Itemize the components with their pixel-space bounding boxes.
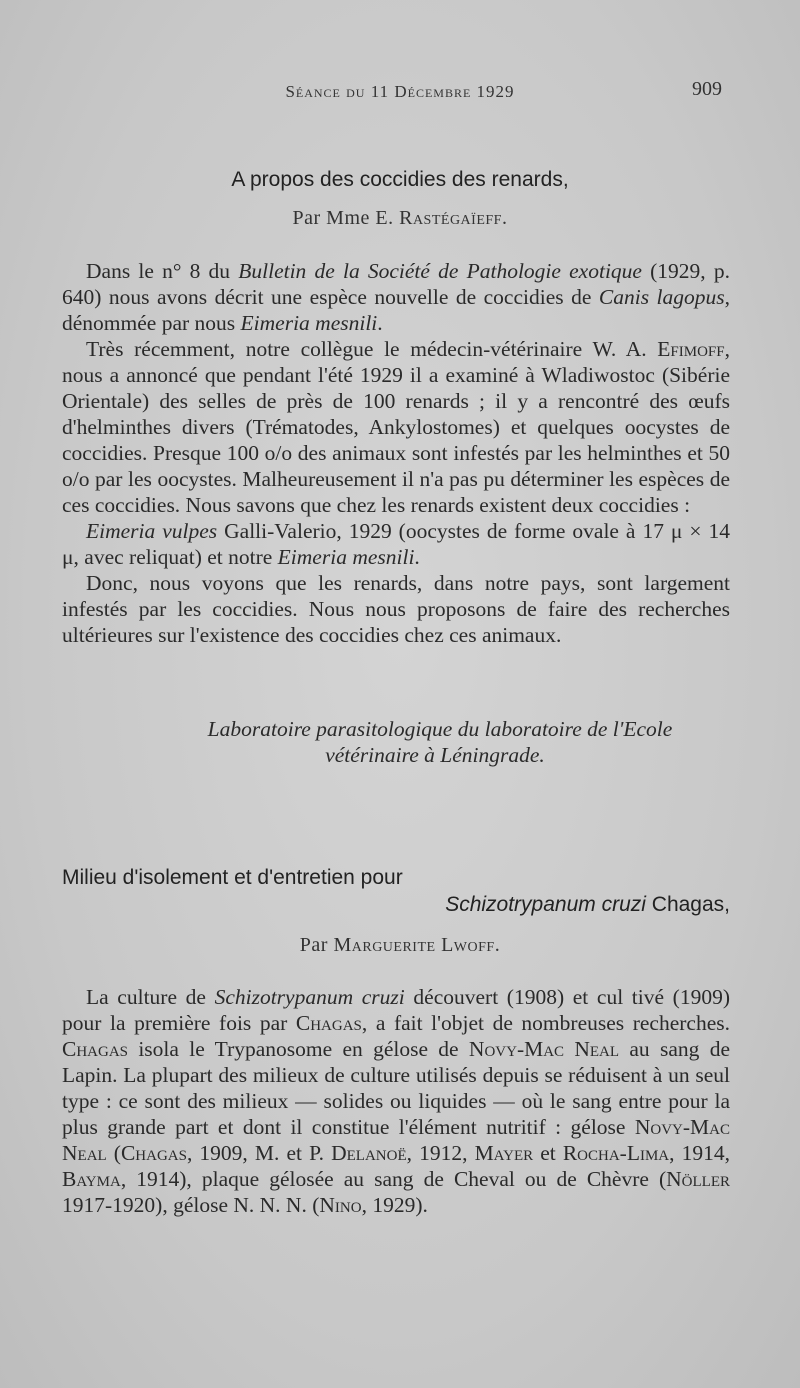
article1-byline bbox=[0, 207, 800, 230]
species-name: Eimeria mesnili bbox=[240, 311, 378, 335]
text-run: , 1909, M. et P. bbox=[186, 1141, 332, 1165]
text-run: Galli-Valerio, 1929 (oocystes de forme ovale à 17 μ × 14 μ, avec reliquat) et notre bbox=[62, 519, 730, 569]
author-name: Chagas bbox=[120, 1141, 187, 1165]
article1-byline-prefix: Par Mme E. bbox=[292, 207, 400, 229]
author-name: Rocha-Lima bbox=[562, 1141, 670, 1165]
text-run: , 1914, bbox=[669, 1141, 730, 1165]
text-run: , 1912, bbox=[406, 1141, 475, 1165]
article2-paragraph-1 bbox=[62, 984, 730, 1218]
article1-affiliation-line1: Laboratoire parasitologique du laboratoire de l'Ecole bbox=[207, 717, 673, 741]
running-head-text: Séance du 11 Décembre 1929 bbox=[285, 82, 515, 101]
page-number: 909 bbox=[692, 78, 722, 100]
article1-byline-author: Rastégaïeff. bbox=[399, 207, 508, 229]
text-run: , 1929). bbox=[361, 1193, 428, 1217]
article2-title-author: Chagas, bbox=[645, 893, 730, 916]
text-run: et bbox=[533, 1141, 563, 1165]
text-run: , 1914), plaque gélosée au sang de Cheval ou de Chèvre ( bbox=[120, 1167, 667, 1191]
author-name: Nino bbox=[319, 1193, 362, 1217]
author-name: Chagas bbox=[295, 1011, 362, 1035]
author-name: Delanoë bbox=[331, 1141, 407, 1165]
author-name: Mayer bbox=[474, 1141, 534, 1165]
article2-title-line2 bbox=[445, 893, 730, 917]
text-run: découvert (1908) et cul tivé (1909) pour la première fois par bbox=[62, 985, 731, 1035]
text-run: Très récemment, notre collègue le médecin-vétérinaire W. A. bbox=[86, 337, 658, 361]
article1-body bbox=[62, 258, 730, 648]
text-run: au sang de Lapin. La plupart des milieux de culture utilisés depuis se réduisent à un seul type : ce sont des milieux — solides ou liquides — où le sang entre pour la plus grande part et dont il constitue l'élément nutritif : gélose bbox=[62, 1037, 730, 1139]
text-run: , dénommée par nous bbox=[62, 285, 731, 335]
article2-body bbox=[62, 984, 730, 1218]
author-name: Chagas bbox=[62, 1037, 129, 1061]
species-name: Schizotrypanum cruzi bbox=[214, 985, 405, 1009]
text-run: . bbox=[377, 311, 383, 335]
article1-paragraph-4: Donc, nous voyons que les renards, dans notre pays, sont largement infestés par les coccidies. Nous nous proposons de faire des recherches ultérieures sur l'existence des coccidies chez ces animaux. bbox=[62, 571, 730, 647]
journal-title: Bulletin de la Société de Pathologie exotique bbox=[238, 259, 642, 283]
text-run: 1917-1920), gélose N. N. N. ( bbox=[62, 1193, 320, 1217]
text-run: (1929, p. 640) nous avons décrit une espèce nouvelle de coccidies de bbox=[62, 259, 730, 309]
author-name: Bayma bbox=[62, 1167, 121, 1191]
article1-paragraph-2 bbox=[62, 336, 730, 518]
author-name: Efimoff bbox=[657, 337, 725, 361]
author-name: Novy-Mac Neal bbox=[468, 1037, 620, 1061]
article1-paragraph-1 bbox=[62, 258, 730, 336]
text-run: isola le Trypanosome en gélose de bbox=[128, 1037, 469, 1061]
text-run: , nous a annoncé que pendant l'été 1929 il a examiné à Wladiwostoc (Sibérie Orientale) des selles de près de 100 renards ; il y a rencontré des œufs d'helminthes divers (Trématodes, Ankylostomes) et quelques oocystes de coccidies. Presque 100 o/o des animaux sont infestés par les helminthes et 50 o/o par les oocystes. Malheureusement il n'a pas pu déterminer les espèces de ces coccidies. Nous savons que chez les renards existent deux coccidies : bbox=[62, 337, 730, 517]
species-name: Canis lagopus bbox=[598, 285, 725, 309]
article2-title-line1: Milieu d'isolement et d'entretien pour bbox=[62, 866, 403, 889]
text-run: Dans le n° 8 du bbox=[86, 259, 239, 283]
article1-paragraph-3 bbox=[62, 518, 730, 570]
species-name: Eimeria vulpes bbox=[86, 519, 218, 543]
text-run: , a fait l'objet de nombreuses recherches. bbox=[361, 1011, 730, 1035]
text-run: La culture de bbox=[86, 985, 215, 1009]
article2-byline bbox=[0, 934, 800, 957]
article1-title: A propos des coccidies des renards, bbox=[231, 168, 569, 191]
article2-byline-prefix: Par bbox=[299, 934, 334, 956]
text-run: ( bbox=[106, 1141, 121, 1165]
species-name: Eimeria mesnili bbox=[277, 545, 415, 569]
author-name: Nöller bbox=[666, 1167, 730, 1191]
text-run: . bbox=[414, 545, 420, 569]
running-head bbox=[0, 82, 800, 102]
species-name: Schizotrypanum cruzi bbox=[445, 893, 646, 916]
article2-byline-author: Marguerite Lwoff. bbox=[333, 934, 501, 956]
author-name: Novy-Mac Neal bbox=[62, 1115, 730, 1165]
article1-affiliation-line2: vétérinaire à Léningrade. bbox=[325, 743, 545, 767]
